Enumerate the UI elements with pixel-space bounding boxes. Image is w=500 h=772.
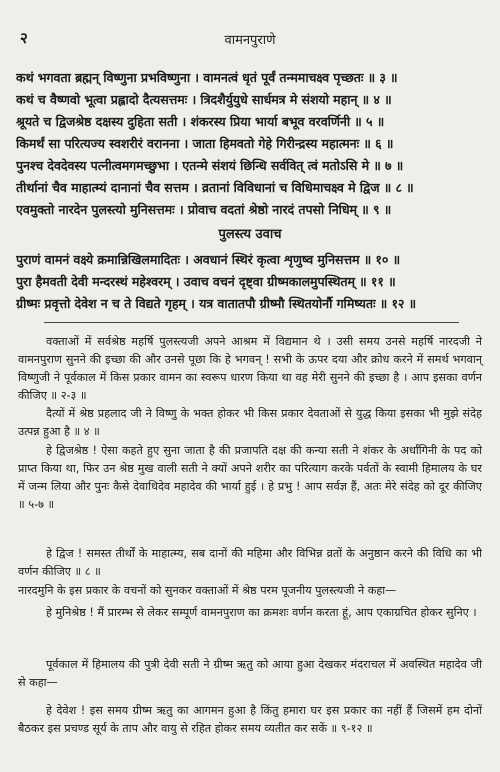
translation-paragraph: हे द्विज ! समस्त तीर्थों के माहात्म्य, सब दानों की महिमा और विभिन्न व्रतों के अनुष्ठान करने की विधि का भी वर्णन कीजिए ॥ ८ ॥ <box>18 547 482 578</box>
verse-line: तीर्थानां चैव माहात्म्यं दानानां चैव सत्तम । व्रतानां विविधानां च विधिमाचक्ष्व मे द्विज ॥ ८ ॥ <box>16 180 414 195</box>
page-number: २ <box>20 29 28 47</box>
speaker-heading: पुलस्त्य उवाच <box>218 227 282 242</box>
verse-line: किमर्थं सा परित्यज्य स्वशरीरं वरानना । जाता हिमवतो गेहे गिरीन्द्रस्य महात्मनः ॥ ६ ॥ <box>16 136 394 151</box>
translation-paragraph: दैत्यों में श्रेष्ठ प्रहलाद जी ने विष्णु के भक्त होकर भी किस प्रकार देवताओं से युद्ध किया इसका भी मुझे संदेह उत्पन्न हुआ है ॥ ४ ॥ <box>18 407 482 438</box>
verse-line: पुराणं वामनं वक्ष्ये क्रमान्निखिलमादितः । अवधानं स्थिरं कृत्वा शृणुष्व मुनिसत्तम ॥ १० ॥ <box>16 252 401 267</box>
verse-line: पुनश्च देवदेवस्य पत्नीत्वमगमच्छुभा । एतन्मे संशयं छिन्धि सर्ववित् त्वं मतोऽसि मे ॥ ७ ॥ <box>16 158 404 173</box>
verse-line: कथं भगवता ब्रह्मन् विष्णुना प्रभविष्णुना । वामनत्वं धृतं पूर्वं तन्ममाचक्ष्व पृच्छतः ॥ ३ ॥ <box>16 70 398 85</box>
verse-line: श्रूयते च द्विजश्रेष्ठ दक्षस्य दुहिता सती । शंकरस्य प्रिया भार्या बभूव वरवर्णिनी ॥ ५ ॥ <box>16 114 385 129</box>
translation-paragraph: हे देवेश ! इस समय ग्रीष्म ऋतु का आगमन हुआ है किंतु हमारा घर इस प्रकार का नहीं हैं जिसमें हम दोनों बैठकर इस प्रचण्ड सूर्य के ताप और वायु से रहित होकर समय व्यतीत कर सकें ॥ ९-१२ ॥ <box>18 704 482 735</box>
page-header <box>0 28 500 50</box>
translation-paragraph: पूर्वकाल में हिमालय की पुत्री देवी सती ने ग्रीष्म ऋतु को आया हुआ देखकर मंदराचल में अवस्थित महादेव जी से कहा— <box>18 658 482 689</box>
verse-line: ग्रीष्मः प्रवृत्तो देवेश न च ते विद्यते गृहम् । यत्र वातातपौ ग्रीष्मौ स्थितयोर्नौ गमिष्यतः ॥ १२ ॥ <box>16 296 417 311</box>
verse-line: पुरा हैमवती देवी मन्दरस्थं महेश्वरम् । उवाच वचनं दृष्ट्वा ग्रीष्मकालमुपस्थितम् ॥ ११ ॥ <box>16 274 396 289</box>
section-divider <box>44 322 459 323</box>
running-title: वामनपुराणे <box>224 33 276 48</box>
translation-paragraph: हे मुनिश्रेष्ठ ! मैं प्रारम्भ से लेकर सम्पूर्ण वामनपुराण का क्रमशः वर्णन करता हूं, आप एकाग्रचित होकर सुनिए । <box>46 606 477 619</box>
verse-line: कथं च वैष्णवो भूत्वा प्रह्लादो दैत्यसत्तमः । त्रिदशैर्युयुधे सार्धमत्र मे संशयो महान् ॥ ४ ॥ <box>16 92 392 107</box>
translation-paragraph: हे द्विजश्रेष्ठ ! ऐसा कहते हुए सुना जाता है की प्रजापति दक्ष की कन्या सती ने शंकर के अर्धांगिनी के पद को प्राप्त किया था, फिर उन श्रेष्ठ मुख वाली सती ने क्यों अपने शरीर का परित्याग करके पर्वतों के स्वामी हिमालय के घर में जन्म लिया और पुनः कैसे देवाधिदेव महादेव की भार्या हुई । हे प्रभु ! आप सर्वज्ञ हैं, अतः मेरे संदेह को दूर कीजिए ॥ ५-७ ॥ <box>18 444 482 511</box>
translation-paragraph: नारदमुनि के इस प्रकार के वचनों को सुनकर वक्ताओं में श्रेष्ठ परम पूजनीय पुलस्त्यजी ने कहा— <box>18 584 397 597</box>
verse-line: एवमुक्तो नारदेन पुलस्त्यो मुनिसत्तमः । प्रोवाच वदतां श्रेष्ठो नारदं तपसो निधिम् ॥ ९ ॥ <box>16 202 392 217</box>
translation-paragraph: वक्ताओं में सर्वश्रेष्ठ महर्षि पुलस्त्यजी अपने आश्रम में विद्यमान थे । उसी समय उनसे महर्षि नारदजी ने वामनपुराण सुनने की इच्छा की और उनसे पूछा कि हे भगवन् ! सभी के ऊपर दया और क्रोध करने में समर्थ भगवान् विष्णुजी ने पूर्वकाल में किस प्रकार वामन का स्वरूप धारण किया था वह मेरी सुनने की इच्छा है । आप इसका वर्णन कीजिए ॥ २-३ ॥ <box>18 335 482 402</box>
